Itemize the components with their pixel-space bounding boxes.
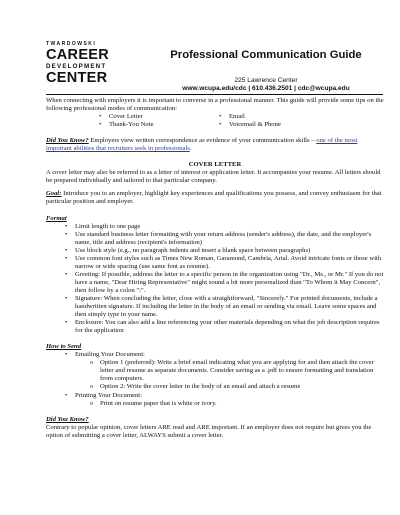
list-item: • Greeting: If possible, address the letter to a specific person in the organization using "Dr., Ms., or Mr." If you do not have a name, "Dear Hiring Representative" might sound a bit more personalized than "To Whom it May Concern", then follow by a colon ":". [46, 271, 384, 295]
logo-line-2: CAREER [46, 47, 110, 63]
mode-item: • Thank-You Note [109, 121, 229, 129]
mode-item: • Cover Letter [109, 113, 229, 121]
list-item: o Option 2: Write the cover letter in the body of an email and attach a resume [46, 383, 384, 391]
send-methods-list [46, 351, 384, 407]
cover-letter-text: A cover letter may also be referred to as a letter of interest or application letter. It accompanies your resume. All letters should be prepared individually and tailored to that particular company. [46, 169, 381, 185]
recruiter-abilities-link[interactable]: one of the most important abilities that recruiters seek in professionals [46, 137, 358, 153]
career-center-logo [46, 42, 124, 85]
format-heading: Format [46, 214, 67, 222]
list-item: • Use standard business letter formatting with your return address (sender's address), the date, and the employer's name, title and address (recipient's information) [46, 231, 384, 247]
header [150, 49, 382, 92]
did-you-know-label: Did You Know? [46, 137, 89, 145]
list-item: o Option 1 (preferred): Write a brief email indicating what you are applying for and then attach the cover letter and resume as separate documents. Consider saving as a .pdf to ensure formatting and translation from computers. [46, 359, 384, 383]
list-item: • Signature: When concluding the letter, close with a straightforward, "Sincerely." For printed documents, include a handwritten signature. If including the letter in the body of an email or sending via email. Leave some spaces and then simply type in your name. [46, 295, 384, 319]
list-item [46, 351, 384, 391]
list-item: • Limit length to one page [46, 223, 384, 231]
how-to-send-heading: How to Send [46, 343, 82, 351]
office-address: 225 Lawrence Center [234, 77, 298, 84]
mode-item: • Voicemail & Phone [229, 121, 349, 129]
print-options-list [46, 400, 384, 408]
list-item: o Print on resume paper that is white or ivory. [46, 400, 384, 408]
did-you-know-1: Did You Know? Employers view written correspondence as evidence of your communication skills – one of the most important abilities that recruiters seek in professionals. [46, 137, 358, 153]
logo-line-3: DEVELOPMENT [46, 62, 107, 70]
goal-text: Introduce you to an employer, highlight key experiences and qualifications you possess, and convey enthusiasm for that particular position and employer. [46, 190, 382, 206]
list-item: • Use block style (e.g., no paragraph indents and insert a blank space between paragraphs) [46, 247, 384, 255]
emailing-label: Emailing Your Document: [75, 351, 145, 359]
header-divider [46, 94, 383, 95]
did-you-know-2-text: Contrary to popular opinion, cover letters ARE read and ARE important. If an employer does not require but gives you the option of submitting a cover letter, ALWAYS submit a cover letter. [46, 423, 372, 439]
list-item [46, 392, 384, 408]
logo-line-4: CENTER [46, 69, 108, 86]
printing-label: Printing Your Document: [75, 391, 142, 399]
goal-paragraph [46, 190, 384, 206]
did-you-know-text: Employers view written correspondence as evidence of your communication skills – [88, 137, 317, 145]
cover-letter-heading: COVER LETTER [188, 161, 242, 169]
communication-modes-list [109, 113, 384, 129]
format-list [46, 223, 384, 336]
list-item: • Use common font styles such as Times New Roman, Garamond, Cambria, Arial. Avoid intricate fonts or those with narrow or wide spacing (use same font as resume). [46, 255, 384, 271]
page-title: Professional Communication Guide [170, 49, 362, 61]
email-options-list [46, 359, 384, 391]
document-body [46, 97, 384, 440]
list-item: • Enclosure: You can also add a line referencing your other materials depending on what the job description requires for the application [46, 319, 384, 335]
contact-info: www.wcupa.edu/cdc | 610.436.2501 | cdc@wcupa.edu [182, 85, 350, 92]
mode-item: • Email [229, 113, 349, 121]
logo-line-1: TWARDOWSKI [46, 41, 97, 47]
intro-text: When connecting with employers it is important to converse in a professional manner. This guide will provide some tips on the following professional modes of communication: [46, 97, 384, 113]
goal-label: Goal: [46, 190, 62, 198]
did-you-know-2-label: Did You Know? [46, 415, 89, 423]
